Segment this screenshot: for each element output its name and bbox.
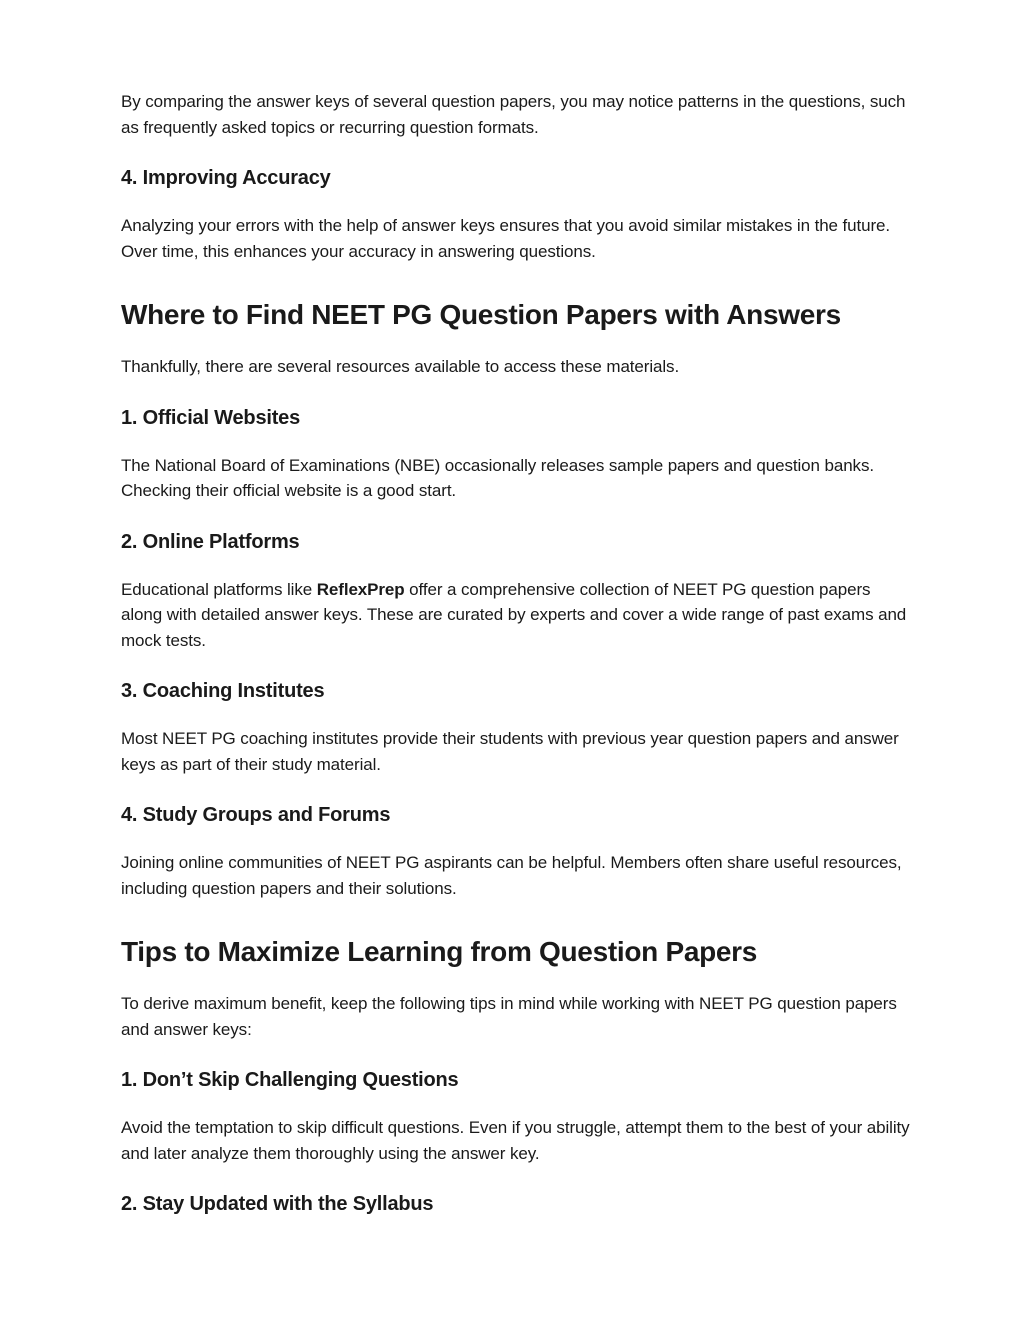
paragraph-improving-accuracy: Analyzing your errors with the help of answer keys ensures that you avoid similar mistakes in the future. Over time, this enhances your accuracy in answering questions.	[121, 216, 891, 261]
paragraph-study-groups: Joining online communities of NEET PG aspirants can be helpful. Members often share useful resources, including question papers and their solutions.	[121, 853, 902, 898]
paragraph-tips-intro: To derive maximum benefit, keep the following tips in mind while working with NEET PG question papers and answer keys:	[121, 994, 897, 1039]
paragraph-where-to-find-intro: Thankfully, there are several resources available to access these materials.	[121, 357, 680, 376]
heading-where-to-find: Where to Find NEET PG Question Papers with Answers	[121, 299, 841, 330]
brand-name-reflexprep: ReflexPrep	[316, 579, 405, 599]
online-platforms-text-before: Educational platforms like	[121, 579, 317, 599]
paragraph-coaching-institutes: Most NEET PG coaching institutes provide their students with previous year question papers and answer keys as part of their study material.	[121, 729, 899, 774]
heading-stay-updated: 2. Stay Updated with the Syllabus	[121, 1193, 434, 1215]
heading-dont-skip: 1. Don’t Skip Challenging Questions	[121, 1069, 459, 1091]
online-platforms-text-after: offer a comprehensive collection of NEET PG question papers along with detailed answer keys. These are curated by experts and cover a wide range of past exams and mock tests.	[121, 579, 907, 650]
heading-coaching-institutes: 3. Coaching Institutes	[121, 680, 325, 702]
heading-official-websites: 1. Official Websites	[121, 406, 301, 429]
heading-study-groups: 4. Study Groups and Forums	[121, 804, 391, 826]
intro-paragraph: By comparing the answer keys of several question papers, you may notice patterns in the questions, such as frequently asked topics or recurring question formats.	[121, 92, 906, 137]
paragraph-online-platforms	[121, 577, 911, 654]
paragraph-dont-skip: Avoid the temptation to skip difficult questions. Even if you struggle, attempt them to the best of your ability and later analyze them thoroughly using the answer key.	[121, 1118, 910, 1163]
heading-tips: Tips to Maximize Learning from Question Papers	[121, 936, 758, 967]
document-page	[121, 89, 911, 1217]
paragraph-official-websites: The National Board of Examinations (NBE) occasionally releases sample papers and question banks. Checking their official website is a good start.	[121, 455, 874, 500]
heading-improving-accuracy: 4. Improving Accuracy	[121, 167, 331, 189]
heading-online-platforms: 2. Online Platforms	[121, 530, 300, 553]
